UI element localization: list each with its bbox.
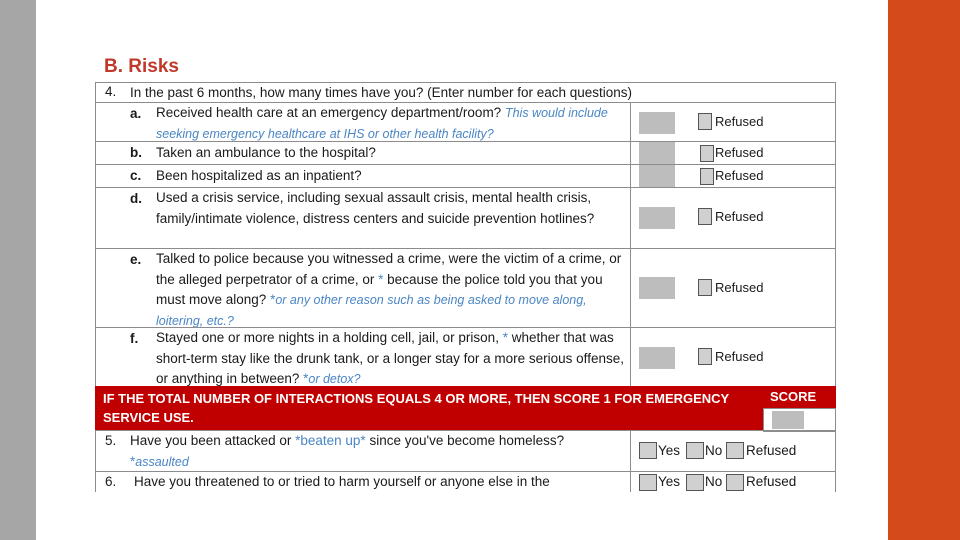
yes-checkbox[interactable] (639, 442, 657, 459)
item-c-row (95, 164, 836, 187)
item-text: Received health care at an emergency department/room? This would include seeking emergency healthcare at IHS or other health facility? (156, 105, 608, 141)
item-a-row (95, 102, 836, 141)
count-input[interactable] (639, 165, 675, 187)
count-input[interactable] (639, 112, 675, 134)
refused-checkbox[interactable] (726, 474, 744, 491)
refused-checkbox[interactable] (700, 145, 714, 162)
no-label: No (705, 474, 723, 489)
item-letter: f. (130, 331, 139, 346)
item-note: This would include seeking emergency healthcare at IHS or other health facility? (156, 106, 608, 141)
question-text: In the past 6 months, how many times have you? (Enter number for each questions) (130, 85, 633, 100)
item-note: or any other reason such as being asked to move along, loitering, etc.? (156, 293, 587, 328)
refused-label: Refused (715, 145, 764, 160)
item-letter: b. (130, 145, 142, 160)
no-label: No (705, 443, 723, 458)
score-input[interactable] (763, 408, 836, 432)
column-divider (630, 472, 631, 492)
question-6-row (95, 471, 836, 492)
item-letter: d. (130, 191, 142, 206)
question-number: 6. (105, 474, 117, 489)
scoring-instruction-bar (95, 386, 836, 430)
item-b-row (95, 141, 836, 164)
question-note: assaulted (135, 454, 189, 469)
refused-label: Refused (715, 349, 764, 364)
refused-label: Refused (715, 168, 764, 183)
section-title: B. Risks (104, 56, 179, 77)
yes-checkbox[interactable] (639, 474, 657, 491)
refused-checkbox[interactable] (700, 168, 714, 185)
left-side-bar (0, 0, 36, 540)
column-divider (630, 328, 631, 386)
item-text: Talked to police because you witnessed a crime, were the victim of a crime, or the alleged perpetrator of a crime, or * because the police told you that you must move along? *or any other reason such as being asked to move along, loitering, etc.? (156, 251, 622, 328)
refused-label: Refused (746, 474, 797, 489)
no-checkbox[interactable] (686, 474, 704, 491)
right-gap (870, 0, 888, 540)
item-text: Stayed one or more nights in a holding cell, jail, or prison, * whether that was short-term stay like the drunk tank, or a longer stay for a more serious offense, or anything in between? *or detox? (156, 330, 624, 386)
count-input[interactable] (639, 207, 675, 229)
right-accent-bar (888, 0, 960, 540)
column-divider (630, 249, 631, 327)
refused-checkbox[interactable] (698, 208, 712, 225)
item-text: Used a crisis service, including sexual assault crisis, mental health crisis, family/intimate violence, distress centers and suicide prevention hotlines? (156, 190, 595, 226)
yes-label: Yes (658, 443, 681, 458)
score-label: SCORE (770, 389, 817, 404)
count-input[interactable] (639, 277, 675, 299)
item-letter: c. (130, 168, 142, 183)
column-divider (630, 142, 631, 164)
item-e-row (95, 248, 836, 327)
refused-label: Refused (715, 114, 764, 129)
question-number: 5. (105, 433, 117, 448)
refused-checkbox[interactable] (726, 442, 744, 459)
refused-checkbox[interactable] (698, 348, 712, 365)
refused-label: Refused (715, 209, 764, 224)
item-f-row (95, 327, 836, 386)
scoring-instruction: IF THE TOTAL NUMBER OF INTERACTIONS EQUALS 4 OR MORE, THEN SCORE 1 FOR EMERGENCY SERVICE USE. (103, 391, 730, 425)
column-divider (630, 188, 631, 248)
column-divider (630, 165, 631, 187)
question-number: 4. (105, 84, 117, 99)
question-4-header (95, 82, 836, 102)
question-text: Have you been attacked or *beaten up* since you've become homeless? *assaulted (130, 433, 565, 469)
refused-checkbox[interactable] (698, 279, 712, 296)
risks-form (95, 82, 836, 492)
question-5-row (95, 430, 836, 471)
item-letter: a. (130, 106, 142, 121)
column-divider (630, 431, 631, 471)
item-text: Taken an ambulance to the hospital? (156, 145, 376, 160)
column-divider (630, 103, 631, 141)
item-note: or detox? (308, 372, 361, 386)
item-text: Been hospitalized as an inpatient? (156, 168, 362, 183)
question-text: Have you threatened to or tried to harm yourself or anyone else in the (134, 474, 550, 489)
count-input[interactable] (639, 347, 675, 369)
refused-checkbox[interactable] (698, 113, 712, 130)
yes-label: Yes (658, 474, 681, 489)
count-input[interactable] (639, 142, 675, 164)
item-letter: e. (130, 252, 142, 267)
refused-label: Refused (746, 443, 797, 458)
refused-label: Refused (715, 280, 764, 295)
item-d-row (95, 187, 836, 248)
no-checkbox[interactable] (686, 442, 704, 459)
